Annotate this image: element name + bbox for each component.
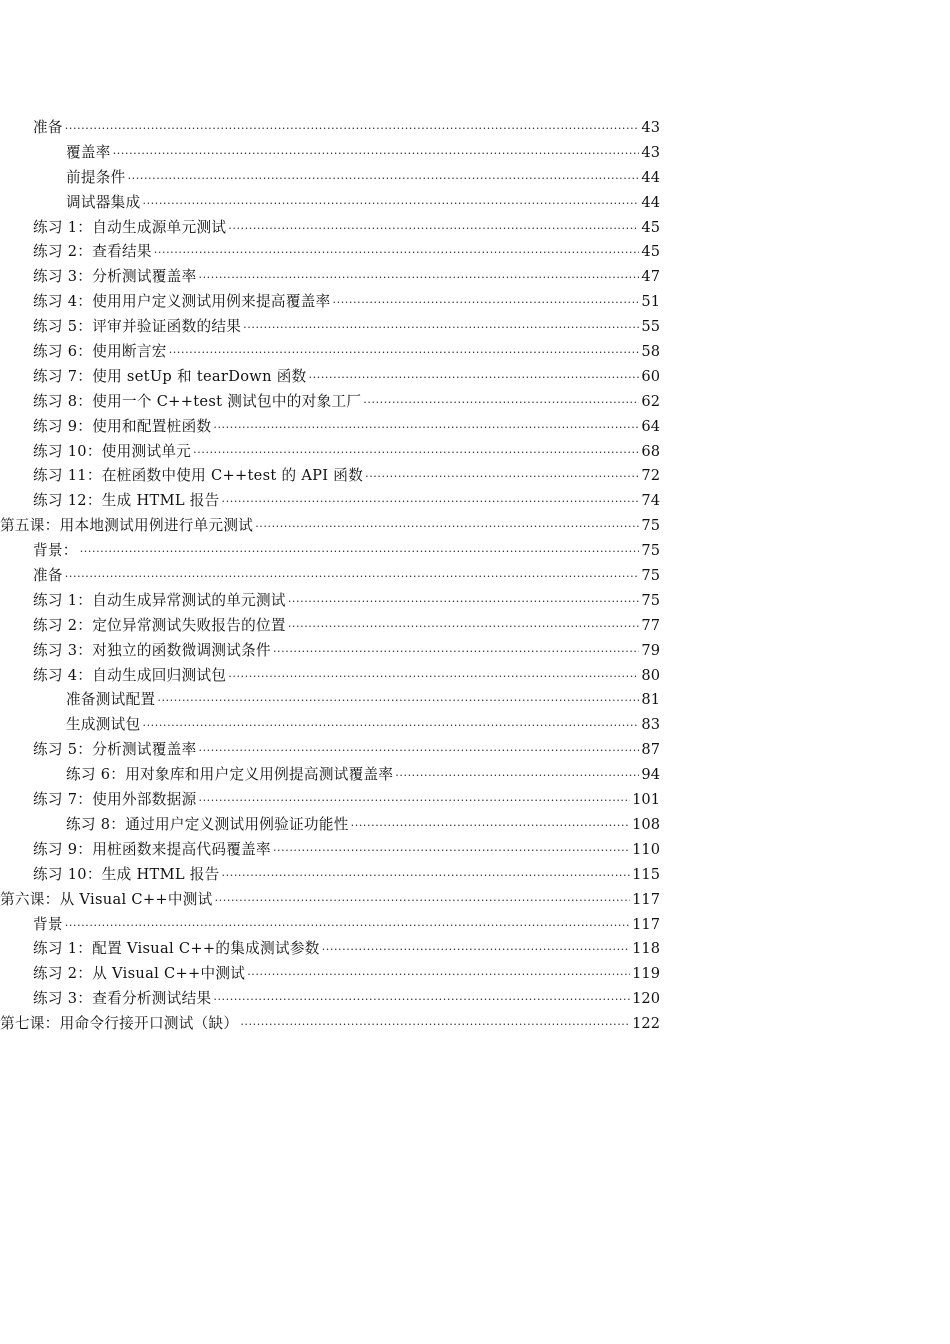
toc-entry-title: 前提条件 xyxy=(66,168,126,186)
toc-entry-page-number: 45 xyxy=(641,218,660,236)
toc-entry-page-number: 72 xyxy=(641,467,660,485)
toc-dot-leader xyxy=(309,362,640,388)
toc-entry-page-number: 51 xyxy=(641,293,660,311)
toc-dot-leader xyxy=(351,810,631,836)
toc-entry-title: 背景： xyxy=(33,542,78,560)
toc-entry-page-number: 47 xyxy=(641,268,660,286)
toc-entry-page-number: 55 xyxy=(641,318,660,336)
toc-dot-leader xyxy=(243,312,639,338)
toc-entry-title: 练习 6：使用断言宏 xyxy=(33,343,167,361)
toc-entry-title: 练习 1：自动生成源单元测试 xyxy=(33,218,227,236)
toc-entry-page-number: 64 xyxy=(641,417,660,435)
toc-dot-leader xyxy=(228,213,639,239)
toc-entry-page-number: 75 xyxy=(641,517,660,535)
toc-entry-title: 练习 6：用对象库和用户定义用例提高测试覆盖率 xyxy=(66,766,394,784)
toc-entry-page-number: 60 xyxy=(641,367,660,385)
toc-dot-leader xyxy=(255,511,639,537)
toc-dot-leader xyxy=(365,461,639,487)
toc-entry-page-number: 75 xyxy=(641,542,660,560)
toc-entry-page-number: 58 xyxy=(641,343,660,361)
toc-entry-page-number: 68 xyxy=(641,442,660,460)
toc-entry-title: 准备测试配置 xyxy=(66,691,156,709)
toc-entry-title: 生成测试包 xyxy=(66,716,141,734)
toc-dot-leader xyxy=(215,885,631,911)
toc-entry-page-number: 108 xyxy=(632,815,660,833)
toc-entry-page-number: 75 xyxy=(641,567,660,585)
toc-entry-page-number: 119 xyxy=(632,965,660,983)
toc-entry-page-number: 94 xyxy=(641,766,660,784)
toc-dot-leader xyxy=(154,237,640,263)
toc-entry-title: 练习 1：配置 Visual C++的集成测试参数 xyxy=(33,940,320,958)
toc-entry-page-number: 44 xyxy=(641,193,660,211)
toc-dot-leader xyxy=(198,735,639,761)
toc-dot-leader xyxy=(228,661,639,687)
toc-dot-leader xyxy=(322,934,630,960)
toc-entry-title: 准备 xyxy=(33,567,63,585)
toc-entry-page-number: 110 xyxy=(632,840,660,858)
toc-dot-leader xyxy=(213,412,639,438)
toc-entry-title: 练习 2：查看结果 xyxy=(33,243,152,261)
toc-entry-title: 练习 3：查看分析测试结果 xyxy=(33,990,212,1008)
toc-dot-leader xyxy=(240,1009,630,1035)
toc-dot-leader xyxy=(198,785,630,811)
toc-entry-title: 练习 5：评审并验证函数的结果 xyxy=(33,318,242,336)
toc-dot-leader xyxy=(288,586,640,612)
toc-dot-leader xyxy=(128,163,640,189)
toc-entry-page-number: 117 xyxy=(632,890,660,908)
table-of-contents xyxy=(0,116,950,1037)
toc-entry-title: 第七课：用命令行接开口测试（缺） xyxy=(0,1015,239,1033)
toc-entry-page-number: 87 xyxy=(641,741,660,759)
toc-dot-leader xyxy=(273,835,630,861)
toc-entry-page-number: 83 xyxy=(641,716,660,734)
toc-entry-title: 背景 xyxy=(33,915,63,933)
toc-entry-title: 练习 8：通过用户定义测试用例验证功能性 xyxy=(66,815,349,833)
toc-entry-page-number: 80 xyxy=(641,666,660,684)
toc-entry-page-number: 62 xyxy=(641,392,660,410)
toc-dot-leader xyxy=(213,984,630,1010)
toc-dot-leader xyxy=(142,710,639,736)
toc-entry-title: 练习 12：生成 HTML 报告 xyxy=(33,492,220,510)
toc-dot-leader xyxy=(247,959,630,985)
toc-dot-leader xyxy=(169,337,640,363)
toc-dot-leader xyxy=(80,536,640,562)
toc-entry-page-number: 117 xyxy=(632,915,660,933)
toc-dot-leader xyxy=(333,287,640,313)
toc-dot-leader xyxy=(113,138,640,164)
toc-entry-title: 调试器集成 xyxy=(66,193,141,211)
toc-entry-page-number: 43 xyxy=(641,119,660,136)
toc-dot-leader xyxy=(198,262,639,288)
toc-entry-title: 练习 10：使用测试单元 xyxy=(33,442,192,460)
toc-entry-title: 练习 8：使用一个 C++test 测试包中的对象工厂 xyxy=(33,392,362,410)
toc-entry-title: 练习 7：使用外部数据源 xyxy=(33,791,197,809)
toc-entry-page-number: 120 xyxy=(632,990,660,1008)
toc-dot-leader xyxy=(288,611,640,637)
toc-entry-title: 练习 2：定位异常测试失败报告的位置 xyxy=(33,616,286,634)
toc-dot-leader xyxy=(65,113,640,139)
toc-entry-page-number: 74 xyxy=(641,492,660,510)
toc-dot-leader xyxy=(157,685,639,711)
toc-entry-title: 练习 4：自动生成回归测试包 xyxy=(33,666,227,684)
toc-entry-page-number: 43 xyxy=(641,143,660,161)
toc-entry-title: 练习 9：使用和配置桩函数 xyxy=(33,417,212,435)
toc-dot-leader xyxy=(193,437,639,463)
toc-entry-title: 练习 3：分析测试覆盖率 xyxy=(33,268,197,286)
toc-entry-page-number: 44 xyxy=(641,168,660,186)
toc-entry-title: 准备 xyxy=(33,119,63,136)
toc-dot-leader xyxy=(273,636,639,662)
toc-entry-title: 第五课：用本地测试用例进行单元测试 xyxy=(0,517,254,535)
toc-entry-title: 练习 4：使用用户定义测试用例来提高覆盖率 xyxy=(33,293,331,311)
toc-dot-leader xyxy=(65,561,640,587)
toc-entry-title: 练习 1：自动生成异常测试的单元测试 xyxy=(33,591,286,609)
toc-entry-title: 练习 5：分析测试覆盖率 xyxy=(33,741,197,759)
toc-dot-leader xyxy=(222,860,631,886)
toc-entry-title: 练习 2：从 Visual C++中测试 xyxy=(33,965,246,983)
toc-entry-title: 练习 9：用桩函数来提高代码覆盖率 xyxy=(33,840,271,858)
toc-dot-leader xyxy=(65,910,630,936)
toc-entry-page-number: 101 xyxy=(632,791,660,809)
toc-dot-leader xyxy=(363,387,639,413)
toc-entry-title: 覆盖率 xyxy=(66,143,111,161)
toc-dot-leader xyxy=(395,760,639,786)
toc-entry-title: 第六课：从 Visual C++中测试 xyxy=(0,890,213,908)
toc-entry-title: 练习 10：生成 HTML 报告 xyxy=(33,865,220,883)
toc-entry-page-number: 75 xyxy=(641,591,660,609)
toc-entry-page-number: 45 xyxy=(641,243,660,261)
toc-entry-page-number: 77 xyxy=(641,616,660,634)
toc-entry[interactable] xyxy=(0,1012,660,1037)
toc-entry-title: 练习 11：在桩函数中使用 C++test 的 API 函数 xyxy=(33,467,364,485)
toc-entry-page-number: 79 xyxy=(641,641,660,659)
toc-entry-page-number: 122 xyxy=(632,1015,660,1033)
toc-entry-title: 练习 7：使用 setUp 和 tearDown 函数 xyxy=(33,367,307,385)
toc-entry-page-number: 115 xyxy=(632,865,660,883)
toc-entry-title: 练习 3：对独立的函数微调测试条件 xyxy=(33,641,271,659)
toc-dot-leader xyxy=(222,486,640,512)
toc-dot-leader xyxy=(142,188,639,214)
toc-entry-page-number: 118 xyxy=(632,940,660,958)
toc-entry-page-number: 81 xyxy=(641,691,660,709)
